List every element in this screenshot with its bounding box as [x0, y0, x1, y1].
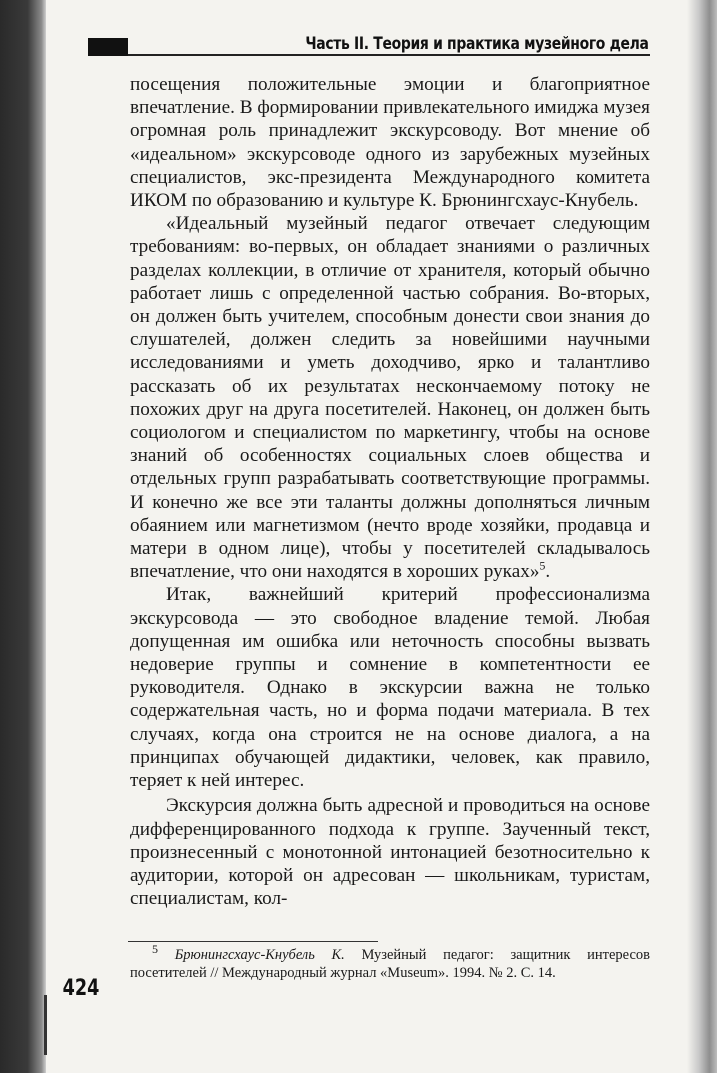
- footnote-text: Музейный педагог: защитник интересов посетителей // Международный журнал «Museum». 1994. № 2. С. 14.: [130, 947, 651, 981]
- paragraph-4: Экскурсия должна быть адресной и проводиться на основе дифференцированного подхода к группе. Заученный текст, произнесенный с монотонной интонацией безотносительно к аудитории, которой он адресован — школьникам, туристам, специалистам, кол-: [130, 795, 650, 910]
- page-number: 424: [62, 976, 100, 1001]
- footnote-number: 5: [152, 942, 158, 957]
- footnote-author: Брюнингсхаус-Кнубель К.: [174, 947, 345, 963]
- footnote-rule: [128, 941, 378, 942]
- quote-end: .: [545, 561, 551, 583]
- page-edge-shadow: [687, 0, 717, 1073]
- footnote: [130, 942, 651, 982]
- paragraph-1: посещения положительные эмоции и благоприятное впечатление. В формировании привлекательного имиджа музея огромная роль принадлежит экскурсоводу. Вот мнение об «идеальном» экскурсоводе одного из зарубежных музейных специалистов, экс-президента Международного комитета ИКОМ по образованию и культуре К. Брюнингсхаус-Кнубель.: [130, 74, 650, 212]
- paragraph-2-quote: [130, 212, 650, 583]
- header-rule: [128, 54, 650, 56]
- book-spine-shadow: [0, 0, 46, 1073]
- footnote-ref: 5: [539, 558, 546, 573]
- running-head: Часть II. Теория и практика музейного дела: [305, 34, 649, 54]
- paragraph-3: Итак, важнейший критерий профессионализма экскурсовода — это свободное владение темой. Любая допущенная им ошибка или неточность способны вызвать недоверие группы и сомнение в компетентности ее руководителя. Однако в экскурсии важна не только содержательная часть, но и форма подачи материала. В тех случаях, когда она строится не на основе диалога, а на принципах обучающей дидактики, человек, как правило, теряет к ней интерес.: [130, 584, 650, 792]
- page-edge-mark: [44, 995, 47, 1055]
- main-text: [130, 73, 650, 910]
- header-block-mark: [88, 38, 128, 56]
- quote-text: «Идеальный музейный педагог отвечает следующим требованиям: во-первых, он обладает знаниями о различных разделах коллекции, в отличие от хранителя, который обычно работает лишь с определенной частью собрания. Во-вторых, он должен быть учителем, способным донести свои знания до слушателей, должен следить за новейшими научными исследованиями и уметь доходчиво, ярко и талантливо рассказать об их результатах нескончаемому потоку не похожих друг на друга посетителей. Наконец, он должен быть социологом и специалистом по маркетингу, чтобы на основе знаний об особенностях социальных слоев общества и отдельных групп разрабатывать соответствующие программы. И конечно же все эти таланты должны дополняться личным обаянием или магнетизмом (нечто вроде хозяйки, продавца и матери в одном лице), чтобы у посетителей складывалось впечатление, что они находятся в хороших руках»: [130, 213, 650, 583]
